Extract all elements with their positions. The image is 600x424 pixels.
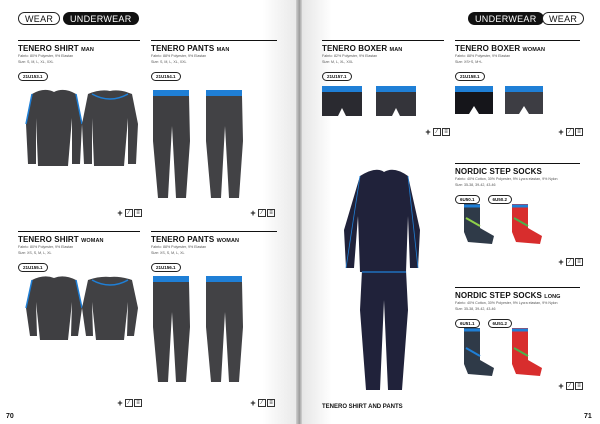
nordic-socks-long-image bbox=[458, 326, 568, 380]
product-code-2[interactable]: 6U50.2 bbox=[488, 195, 513, 204]
product-sizes: Size: S, M, L, XL, XXL bbox=[18, 60, 54, 64]
ruler-icon[interactable]: ⁄ bbox=[125, 209, 133, 217]
ruler-icon[interactable]: ⁄ bbox=[566, 382, 574, 390]
nordic-socks-image bbox=[458, 202, 568, 246]
boxer-front bbox=[455, 86, 493, 114]
ruler-icon[interactable]: ⁄ bbox=[258, 399, 266, 407]
wash-icon[interactable]: ≡ bbox=[575, 258, 583, 266]
product-code[interactable]: 21U157.1 bbox=[322, 72, 352, 81]
wash-icon[interactable]: ≡ bbox=[575, 128, 583, 136]
product-sizes: Size: M, L, XL, XXL bbox=[322, 60, 354, 64]
boxer-front bbox=[322, 86, 362, 116]
product-fabric: Fabric: 82% Polyester, 9% Elastan bbox=[322, 54, 378, 58]
wash-icon[interactable]: ≡ bbox=[134, 399, 142, 407]
care-icons bbox=[557, 128, 583, 136]
care-icons bbox=[116, 399, 142, 407]
boxer-back bbox=[505, 86, 543, 114]
product-fabric: Fabric: 80% Polyester, 9% Elastan bbox=[18, 245, 74, 249]
product-code[interactable]: 21U155.1 bbox=[18, 263, 48, 272]
product-sizes: Size: XS+S, M+L bbox=[455, 60, 483, 64]
product-tenero-pants-man bbox=[151, 40, 277, 83]
product-code-2[interactable]: 6U51.2 bbox=[488, 319, 513, 328]
shirt-and-pants-image bbox=[338, 160, 428, 396]
tag-wear[interactable]: WEAR bbox=[18, 12, 60, 25]
product-tenero-shirt-woman bbox=[18, 231, 140, 274]
plus-icon[interactable]: + bbox=[425, 127, 431, 137]
sock-blue bbox=[464, 204, 494, 244]
product-title: TENERO SHIRT MAN bbox=[18, 44, 94, 53]
care-icons bbox=[249, 209, 275, 217]
product-code[interactable]: 21U158.1 bbox=[455, 72, 485, 81]
product-fabric: Fabric: 88% Polyester, 9% Elastan bbox=[151, 245, 207, 249]
product-fabric: Fabric: 40% Cotton, 30% Polyester, 9% Lycra elastan, 9% Nylon bbox=[455, 177, 558, 181]
pants-front bbox=[153, 276, 190, 382]
product-title: TENERO PANTS MAN bbox=[151, 44, 230, 53]
pants-back bbox=[206, 276, 243, 382]
product-tenero-boxer-woman bbox=[455, 40, 580, 83]
product-code[interactable]: 21U154.1 bbox=[151, 72, 181, 81]
care-icons bbox=[249, 399, 275, 407]
pants-back bbox=[206, 90, 243, 198]
product-sizes: Size: S, M, L, XL, XXL bbox=[151, 60, 187, 64]
product-sizes: Size: XS, S, M, L, XL bbox=[18, 251, 52, 255]
ruler-icon[interactable]: ⁄ bbox=[566, 128, 574, 136]
shirt-woman-image bbox=[16, 274, 136, 354]
plus-icon[interactable]: + bbox=[250, 208, 256, 218]
right-page bbox=[302, 0, 600, 424]
shirt-back bbox=[82, 90, 138, 166]
product-fabric: Fabric: 80% Polyester, 9% Elastan bbox=[18, 54, 74, 58]
page-number: 70 bbox=[6, 413, 14, 420]
left-page bbox=[0, 0, 298, 424]
plus-icon[interactable]: + bbox=[117, 398, 123, 408]
plus-icon[interactable]: + bbox=[558, 381, 564, 391]
boxer-woman-image bbox=[455, 86, 575, 122]
sock-red bbox=[512, 204, 542, 244]
tag-underwear[interactable]: UNDERWEAR bbox=[63, 12, 139, 25]
pants-man-image bbox=[150, 86, 270, 204]
wash-icon[interactable]: ≡ bbox=[442, 128, 450, 136]
care-icons bbox=[557, 382, 583, 390]
product-code-1[interactable]: 6U50.1 bbox=[455, 195, 480, 204]
care-icons bbox=[557, 258, 583, 266]
plus-icon[interactable]: + bbox=[117, 208, 123, 218]
tag-wear[interactable]: WEAR bbox=[542, 12, 584, 25]
product-fabric: Fabric: 88% Polyester, 9% Elastan bbox=[151, 54, 207, 58]
care-icons bbox=[116, 209, 142, 217]
sock-blue-long bbox=[464, 328, 494, 376]
product-code[interactable]: 21U156.1 bbox=[151, 263, 181, 272]
shirt-back bbox=[82, 277, 138, 340]
product-title: TENERO SHIRT WOMAN bbox=[18, 235, 104, 244]
ruler-icon[interactable]: ⁄ bbox=[258, 209, 266, 217]
boxer-back bbox=[376, 86, 416, 116]
product-code[interactable]: 21U153.1 bbox=[18, 72, 48, 81]
product-sizes: Size: XS, S, M, L, XL bbox=[151, 251, 185, 255]
plus-icon[interactable]: + bbox=[558, 127, 564, 137]
product-title: TENERO PANTS WOMAN bbox=[151, 235, 240, 244]
product-fabric: Fabric: 40% Cotton, 30% Polyester, 9% Lycra elastan, 9% Nylon bbox=[455, 301, 558, 305]
pants-front bbox=[153, 90, 190, 198]
ruler-icon[interactable]: ⁄ bbox=[433, 128, 441, 136]
product-sizes: Size: 35-38, 39-42, 43-46 bbox=[455, 307, 496, 311]
wash-icon[interactable]: ≡ bbox=[267, 209, 275, 217]
plus-icon[interactable]: + bbox=[558, 257, 564, 267]
boxer-man-image bbox=[322, 86, 442, 122]
ruler-icon[interactable]: ⁄ bbox=[566, 258, 574, 266]
product-code-1[interactable]: 6U51.1 bbox=[455, 319, 480, 328]
page-number: 71 bbox=[584, 413, 592, 420]
shirt-man-image bbox=[16, 84, 136, 174]
pants-woman-image bbox=[150, 272, 270, 388]
wash-icon[interactable]: ≡ bbox=[575, 382, 583, 390]
plus-icon[interactable]: + bbox=[250, 398, 256, 408]
product-sizes: Size: 35-38, 39-42, 43-46 bbox=[455, 183, 496, 187]
wash-icon[interactable]: ≡ bbox=[267, 399, 275, 407]
product-tenero-pants-woman bbox=[151, 231, 277, 274]
product-tenero-shirt-man bbox=[18, 40, 140, 83]
product-tenero-boxer-man bbox=[322, 40, 444, 83]
shirt-front bbox=[26, 276, 82, 340]
ruler-icon[interactable]: ⁄ bbox=[125, 399, 133, 407]
product-title: NORDIC STEP SOCKS LONG bbox=[455, 291, 561, 300]
product-title: TENERO BOXER WOMAN bbox=[455, 44, 546, 53]
tag-underwear[interactable]: UNDERWEAR bbox=[468, 12, 544, 25]
shirt-front bbox=[26, 90, 82, 166]
wash-icon[interactable]: ≡ bbox=[134, 209, 142, 217]
product-nordic-step-socks-long bbox=[455, 287, 580, 330]
caption-shirt-and-pants: TENERO SHIRT AND PANTS bbox=[322, 404, 403, 410]
sock-red-long bbox=[512, 328, 542, 376]
product-title: TENERO BOXER MAN bbox=[322, 44, 403, 53]
product-title: NORDIC STEP SOCKS bbox=[455, 167, 542, 176]
product-nordic-step-socks bbox=[455, 163, 580, 206]
care-icons bbox=[424, 128, 450, 136]
product-fabric: Fabric: 88% Polyester, 9% Elastan bbox=[455, 54, 511, 58]
